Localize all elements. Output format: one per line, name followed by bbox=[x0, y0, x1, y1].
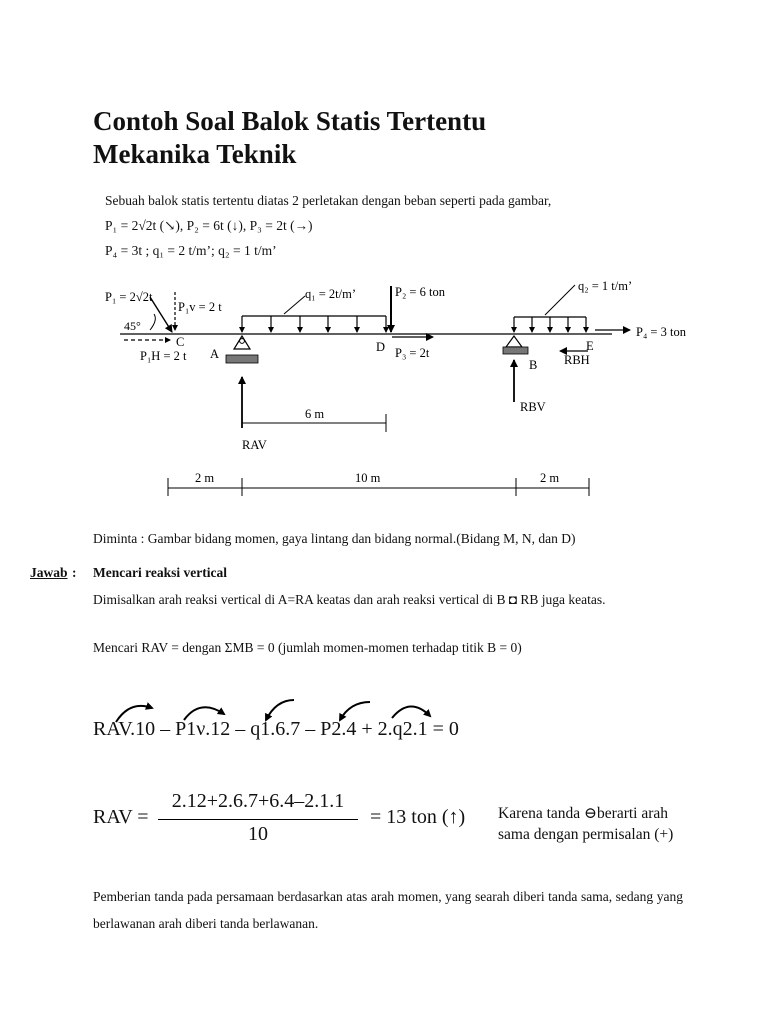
paragraph-assumption: Dimisalkan arah reaksi vertical di A=RA keatas dan arah reaksi vertical di B ◘ RB juga keatas. bbox=[93, 592, 606, 607]
q1-load bbox=[242, 316, 386, 332]
point-e-label: E bbox=[586, 339, 594, 353]
intro-line-3: P₄ = 3t ; q₁ = 2 t/m’; q₂ = 1 t/m’ bbox=[105, 243, 277, 258]
jawab-colon: : bbox=[72, 565, 77, 580]
point-a-label: A bbox=[210, 347, 220, 361]
angle-label: 45° bbox=[124, 319, 141, 333]
diminta-text: Diminta : Gambar bidang momen, gaya lintang dan bidang normal.(Bidang M, N, dan D) bbox=[93, 531, 576, 546]
intro-line-1: Sebuah balok statis tertentu diatas 2 perletakan dengan beban seperti pada gambar, bbox=[105, 193, 552, 208]
point-c-label: C bbox=[176, 335, 185, 349]
equation-denominator: 10 bbox=[248, 823, 268, 845]
q1-leader bbox=[284, 296, 305, 314]
q1-label: q₁ = 2t/m’ bbox=[305, 287, 356, 301]
paragraph-find-rav: Mencari RAV = dengan ΣMB = 0 (jumlah momen-momen terhadap titik B = 0) bbox=[93, 640, 522, 655]
p1-label: P₁ = 2√2t bbox=[105, 290, 153, 304]
p1h-label: P₁H = 2 t bbox=[140, 349, 187, 363]
angle-arc bbox=[150, 314, 155, 330]
fraction-bar bbox=[158, 819, 358, 820]
equation-numerator: 2.12+2.6.7+6.4–2.1.1 bbox=[171, 790, 345, 812]
title-line-2: Mekanika Teknik bbox=[93, 139, 297, 169]
sign-note bbox=[498, 803, 673, 845]
point-b-label: B bbox=[529, 358, 538, 372]
p4-label: P₄ = 3 ton bbox=[636, 325, 686, 339]
section-title: Mencari reaksi vertical bbox=[93, 565, 227, 580]
title-line-1: Contoh Soal Balok Statis Tertentu bbox=[93, 106, 487, 136]
dim-2m-left: 2 m bbox=[195, 471, 215, 485]
sign-note-line-2: sama dengan permisalan (+) bbox=[498, 826, 674, 843]
p3-label: P₃ = 2t bbox=[395, 346, 430, 360]
dim-10m: 10 m bbox=[355, 471, 381, 485]
jawab-label: Jawab bbox=[30, 565, 68, 580]
support-a bbox=[226, 336, 258, 363]
q2-load bbox=[514, 317, 586, 332]
p1-arrow bbox=[150, 297, 172, 332]
rbv-label: RBV bbox=[520, 400, 546, 414]
equation-rav-lhs: RAV = bbox=[93, 806, 149, 828]
six-m-label: 6 m bbox=[305, 407, 325, 421]
q2-leader bbox=[545, 285, 575, 315]
p1v-label: P₁v = 2 t bbox=[178, 300, 222, 314]
p2-label: P₂ = 6 ton bbox=[395, 285, 445, 299]
intro-line-2: P₁ = 2√2t (↘), P₂ = 6t (↓), P₃ = 2t (→) bbox=[105, 218, 313, 233]
rav-label: RAV bbox=[242, 438, 267, 452]
rbh-label: RBH bbox=[564, 353, 590, 367]
q2-label: q₂ = 1 t/m’ bbox=[578, 279, 633, 293]
sign-note-line-1: Karena tanda ⊖berarti arah bbox=[498, 805, 669, 822]
equation-moment-sum: RAV.10 – P1ν.12 – q1.6.7 – P2.4 + 2.q2.1 = 0 bbox=[93, 718, 459, 740]
equation-result: = 13 ton (↑) bbox=[370, 806, 466, 828]
point-d-label: D bbox=[376, 340, 386, 354]
dim-2m-right: 2 m bbox=[540, 471, 560, 485]
support-b bbox=[503, 336, 528, 354]
paragraph-sign-convention: Pemberian tanda pada persamaan berdasarkan atas arah momen, yang searah diberi tanda sama, sedang yang berlawanan arah diberi tanda berlawanan. bbox=[93, 889, 683, 931]
